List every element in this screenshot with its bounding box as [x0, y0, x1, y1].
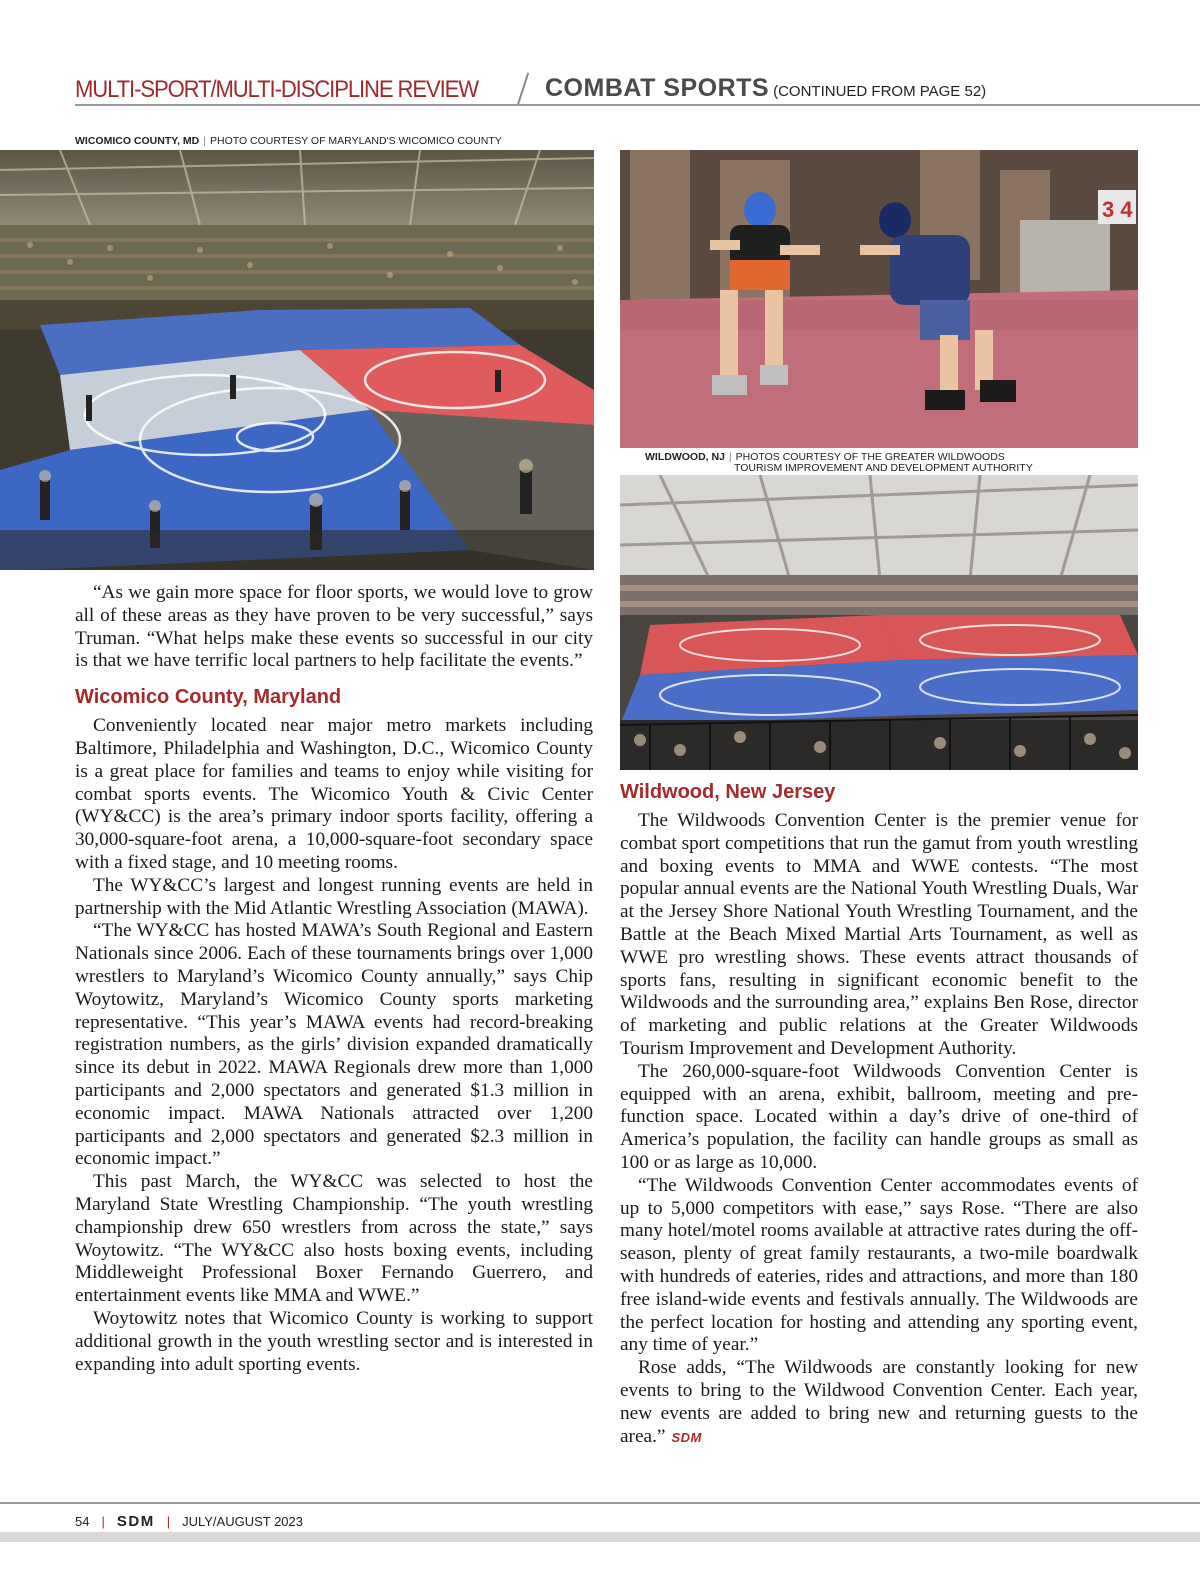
page-header [75, 72, 1200, 106]
right-column [620, 779, 1138, 1449]
issue-date: JULY/AUGUST 2023 [182, 1514, 303, 1529]
wildwood-credit-line1: PHOTOS COURTESY OF THE GREATER WILDWOODS [735, 451, 1005, 463]
wicomico-photo-credit: WICOMICO COUNTY, MD | PHOTO COURTESY OF MARYLAND'S WICOMICO COUNTY [75, 135, 502, 147]
wicomico-paragraph-1: Conveniently located near major metro markets including Baltimore, Philadelphia and Washington, D.C., Wicomico County is a great place for families and teams to enjoy while visiting for combat sports events. The Wicomico Youth & Civic Center (WY&CC) is the area’s primary indoor sports facility, offering a 30,000-square-foot arena, a 10,000-square-foot secondary space with a fixed stage, and 10 meeting rooms. [75, 715, 593, 873]
wildwood-paragraph-1: The Wildwoods Convention Center is the premier venue for combat sport competitions that run the gamut from youth wrestling and boxing events to MMA and WWE contests. “The most popular annual events are the National Youth Wrestling Duals, War at the Jersey Shore National Youth Wrestling Tournament, and the Battle at the Beach Mixed Martial Arts Tournament, as well as WWE pro wrestling shows. These events attract thousands of sports fans, resulting in significant economic benefit to the Wildwoods and the surrounding area,” explains Ben Rose, director of marketing and public relations at the Greater Wildwoods Tourism Improvement and Development Authority. [620, 810, 1138, 1059]
wicomico-paragraph-5: Woytowitz notes that Wicomico County is working to support additional growth in the youth wrestling sector and is interested in expanding into adult sporting events. [75, 1307, 593, 1375]
intro-paragraph: “As we gain more space for floor sports, we would love to grow all of these areas as they have proven to be very successful,” says Truman. “What helps make these events so successful in our city is that we have terrific local partners to help facilitate the events.” [75, 582, 593, 672]
wildwood-wrestlers-photo [620, 150, 1138, 448]
wildwood-paragraph-2: The 260,000-square-foot Wildwoods Convention Center is equipped with an arena, exhibit, ballroom, meeting and pre-function space. Located within a day’s drive of one-third of America’s population, the facility can handle groups as small as 100 or as large as 10,000. [620, 1060, 1138, 1173]
section-label: MULTI-SPORT/MULTI-DISCIPLINE REVIEW [75, 76, 479, 103]
page-footer: 54 | SDM | JULY/AUGUST 2023 [75, 1513, 303, 1530]
section-title [545, 74, 986, 103]
header-rule [75, 104, 1200, 106]
page-number: 54 [75, 1514, 90, 1529]
wildwood-location: WILDWOOD, NJ [645, 451, 725, 463]
wildwood-heading: Wildwood, New Jersey [620, 781, 836, 803]
wicomico-heading: Wicomico County, Maryland [75, 686, 342, 709]
footer-band [0, 1532, 1200, 1542]
continued-note: (CONTINUED FROM PAGE 52) [773, 83, 987, 100]
wildwood-credit-line2: TOURISM IMPROVEMENT AND DEVELOPMENT AUTHORITY [734, 462, 1033, 474]
scoreboard-number: 3 4 [1102, 197, 1133, 222]
wildwood-photo-credit: WILDWOOD, NJ | PHOTOS COURTESY OF THE GREATER WILDWOODS TOURISM IMPROVEMENT AND DEVELOPMENT AUTHORITY [645, 451, 1033, 474]
wildwood-paragraph-4 [620, 1357, 1138, 1449]
wildwood-convention-photo [620, 475, 1138, 770]
wicomico-credit: PHOTO COURTESY OF MARYLAND'S WICOMICO COUNTY [209, 135, 502, 147]
sdm-end-mark: SDM [671, 1429, 702, 1445]
wicomico-arena-photo [0, 150, 594, 570]
wicomico-location: WICOMICO COUNTY, MD [75, 135, 200, 147]
wicomico-paragraph-4: This past March, the WY&CC was selected to host the Maryland State Wrestling Championship. “The youth wrestling championship drew 650 wrestlers from across the state,” says Woytowitz. “The WY&CC also hosts boxing events, including Middleweight Professional Boxer Fernando Guerrero, and entertainment events like MMA and WWE.” [75, 1171, 593, 1307]
left-column [75, 582, 593, 1376]
wicomico-paragraph-2: The WY&CC’s largest and longest running events are held in partnership with the Mid Atlantic Wrestling Association (MAWA). [75, 874, 593, 919]
wicomico-paragraph-3: “The WY&CC has hosted MAWA’s South Regional and Eastern Nationals since 2006. Each of these tournaments brings over 1,000 wrestlers to Maryland’s Wicomico County annually,” says Chip Woytowitz, Maryland’s Wicomico County sports marketing representative. “This year’s MAWA events had record-breaking registration numbers, as the girls’ division expanded dramatically since its debut in 2022. MAWA Regionals drew more than 1,000 participants and 2,000 spectators and generated $1.3 million in economic impact. MAWA Nationals attracted over 1,200 participants and 2,000 spectators and generated $2.3 million in economic impact.” [75, 920, 593, 1170]
title-text: COMBAT SPORTS [545, 74, 770, 102]
footer-brand: SDM [116, 1513, 155, 1530]
header-slash [517, 73, 529, 106]
footer-rule [0, 1502, 1200, 1504]
wildwood-paragraph-3: “The Wildwoods Convention Center accommodates events of up to 5,000 competitors with ease,” says Rose. “There are also many hotel/motel rooms available at attractive rates during the off-season, plenty of great family restaurants, a two-mile boardwalk with hundreds of eateries, rides and attractions, and more than 180 free island-wide events and festivals annually. The Wildwoods are the perfect location for hosting and attending any sporting event, any time of year.” [620, 1174, 1138, 1356]
wildwood-paragraph-4-text: Rose adds, “The Wildwoods are constantly looking for new events to bring to the Wildwood Convention Center. Each year, new events are added to bring new and returning guests to the area.” [620, 1357, 1138, 1447]
